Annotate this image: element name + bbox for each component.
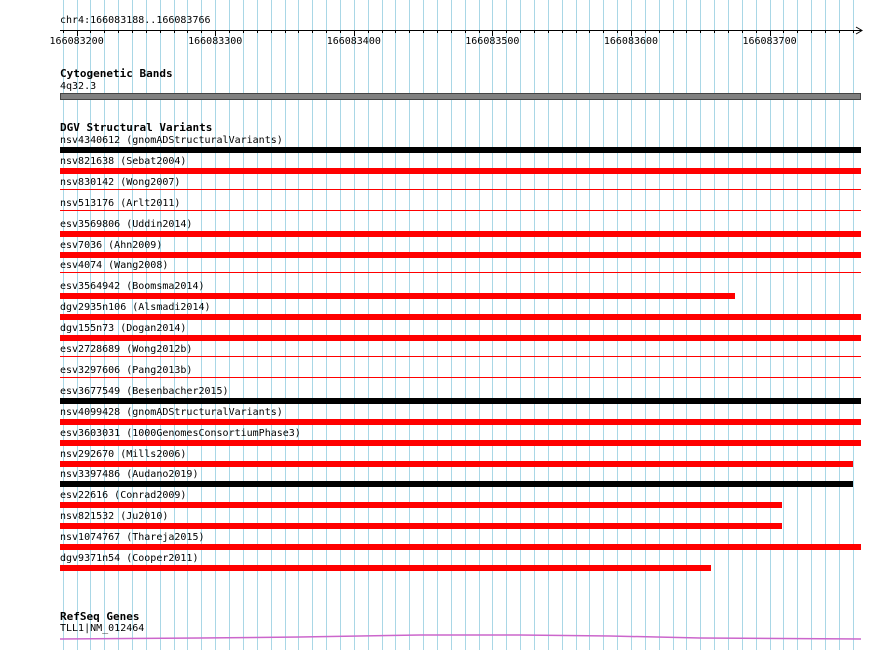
dgv-feature-label[interactable]: dgv2935n106 (Alsmadi2014) bbox=[60, 302, 211, 313]
dgv-feature-label[interactable]: nsv292670 (Mills2006) bbox=[60, 449, 187, 460]
coordinate-ruler[interactable] bbox=[0, 26, 890, 48]
ruler-tick-label: 166083200 bbox=[49, 36, 104, 47]
dgv-feature-bar[interactable] bbox=[60, 544, 861, 550]
dgv-feature-label[interactable]: nsv3397486 (Audano2019) bbox=[60, 469, 199, 480]
ruler-tick-label: 166083400 bbox=[326, 36, 381, 47]
dgv-feature-bar[interactable] bbox=[60, 293, 735, 299]
dgv-feature-bar[interactable] bbox=[60, 356, 861, 357]
dgv-feature-label[interactable]: nsv4099428 (gnomADStructuralVariants) bbox=[60, 407, 283, 418]
refseq-track-title: RefSeq Genes bbox=[60, 610, 140, 623]
dgv-feature-bar[interactable] bbox=[60, 168, 861, 174]
dgv-feature-bar[interactable] bbox=[60, 523, 782, 529]
location-label: chr4:166083188..166083766 bbox=[60, 15, 211, 26]
dgv-feature-bar[interactable] bbox=[60, 189, 861, 190]
dgv-feature-label[interactable]: nsv1074767 (Thareja2015) bbox=[60, 532, 205, 543]
dgv-feature-label[interactable]: esv7036 (Ahn2009) bbox=[60, 240, 163, 251]
dgv-feature-label[interactable]: dgv9371n54 (Cooper2011) bbox=[60, 553, 199, 564]
dgv-feature-bar[interactable] bbox=[60, 461, 853, 467]
dgv-feature-label[interactable]: esv3677549 (Besenbacher2015) bbox=[60, 386, 229, 397]
dgv-track-title: DGV Structural Variants bbox=[60, 121, 213, 134]
refseq-gene-model[interactable] bbox=[0, 630, 890, 642]
ruler-tick-label: 166083500 bbox=[465, 36, 520, 47]
dgv-feature-bar[interactable] bbox=[60, 147, 861, 153]
dgv-feature-label[interactable]: esv4074 (Wang2008) bbox=[60, 260, 169, 271]
ruler-tick-label: 166083700 bbox=[742, 36, 797, 47]
ruler-tick-label: 166083300 bbox=[188, 36, 243, 47]
dgv-feature-bar[interactable] bbox=[60, 440, 861, 446]
dgv-feature-label[interactable]: esv22616 (Conrad2009) bbox=[60, 490, 187, 501]
dgv-feature-bar[interactable] bbox=[60, 419, 861, 425]
dgv-feature-bar[interactable] bbox=[60, 502, 782, 508]
dgv-feature-label[interactable]: nsv4340612 (gnomADStructuralVariants) bbox=[60, 135, 283, 146]
dgv-feature-bar[interactable] bbox=[60, 314, 861, 320]
dgv-feature-label[interactable]: esv3297606 (Pang2013b) bbox=[60, 365, 193, 376]
dgv-feature-bar[interactable] bbox=[60, 398, 861, 404]
dgv-feature-bar[interactable] bbox=[60, 272, 861, 273]
dgv-feature-label[interactable]: nsv821638 (Sebat2004) bbox=[60, 156, 187, 167]
dgv-feature-label[interactable]: esv3569806 (Uddin2014) bbox=[60, 219, 193, 230]
dgv-feature-bar[interactable] bbox=[60, 377, 861, 378]
dgv-feature-bar[interactable] bbox=[60, 565, 711, 571]
dgv-feature-label[interactable]: nsv821532 (Ju2010) bbox=[60, 511, 169, 522]
dgv-feature-label[interactable]: dgv155n73 (Dogan2014) bbox=[60, 323, 187, 334]
cytoband-track-title: Cytogenetic Bands bbox=[60, 67, 173, 80]
dgv-feature-bar[interactable] bbox=[60, 210, 861, 211]
dgv-feature-label[interactable]: nsv830142 (Wong2007) bbox=[60, 177, 181, 188]
dgv-feature-label[interactable]: esv2728689 (Wong2012b) bbox=[60, 344, 193, 355]
refseq-intron-line bbox=[60, 635, 861, 639]
refseq-gene-label[interactable]: TLL1|NM_012464 bbox=[60, 623, 145, 634]
cytoband-bar[interactable] bbox=[60, 93, 861, 100]
dgv-feature-bar[interactable] bbox=[60, 481, 853, 487]
dgv-feature-label[interactable]: esv3603031 (1000GenomesConsortiumPhase3) bbox=[60, 428, 301, 439]
dgv-feature-bar[interactable] bbox=[60, 335, 861, 341]
cytoband-label: 4q32.3 bbox=[60, 81, 97, 92]
ruler-tick-label: 166083600 bbox=[603, 36, 659, 47]
dgv-feature-label[interactable]: nsv513176 (Arlt2011) bbox=[60, 198, 181, 209]
dgv-feature-bar[interactable] bbox=[60, 231, 861, 237]
dgv-feature-label[interactable]: esv3564942 (Boomsma2014) bbox=[60, 281, 205, 292]
dgv-feature-bar[interactable] bbox=[60, 252, 861, 258]
